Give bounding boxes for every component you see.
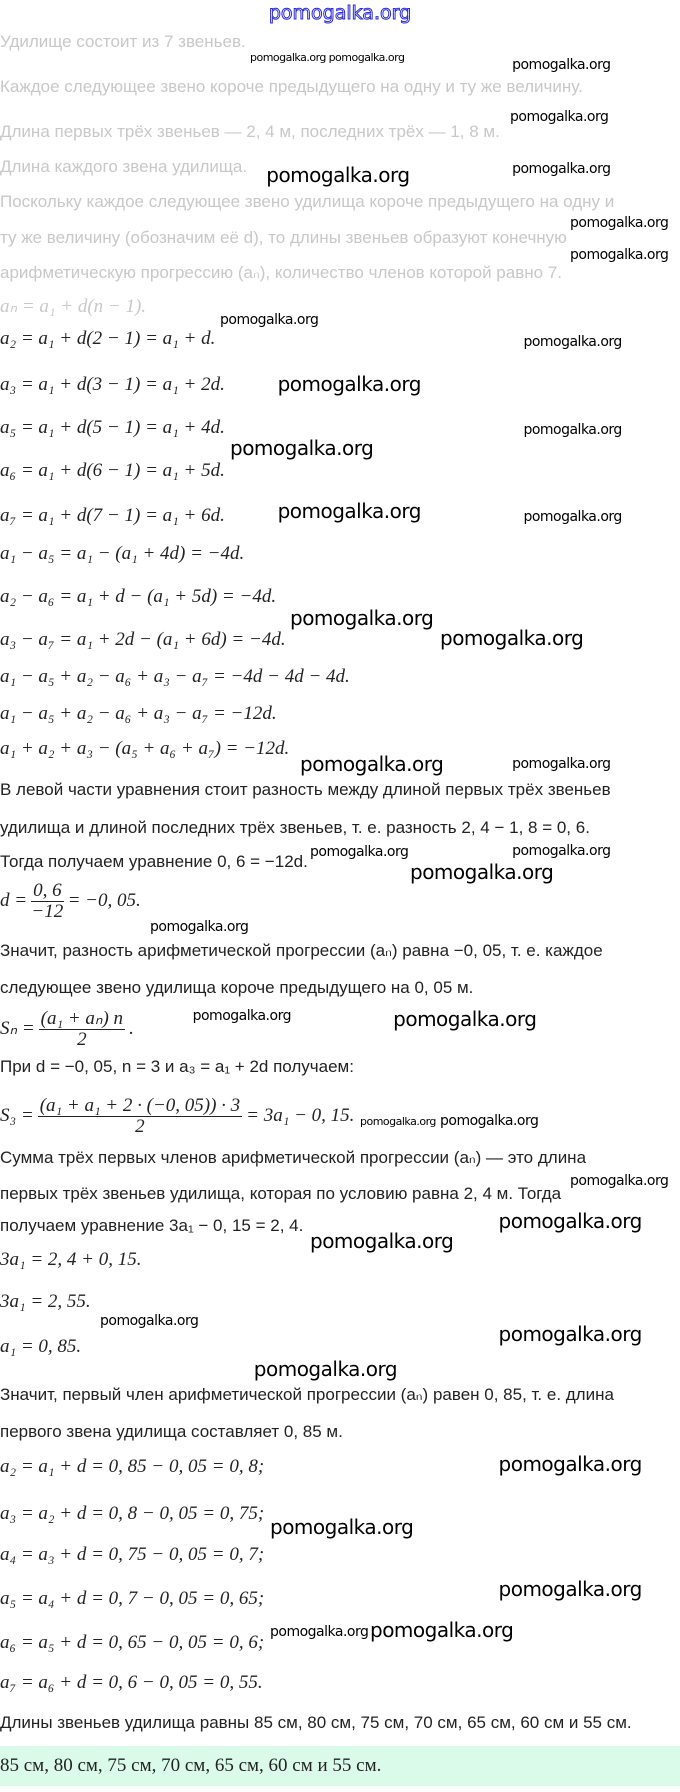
fraction-lhs: Sₙ = — [0, 1017, 35, 1039]
numerator: (a₁ + a₁ + 2 · (−0, 05)) · 3 — [39, 1095, 241, 1117]
text-line: Каждое следующее звено короче предыдущего на одну и ту же величину. — [0, 77, 583, 97]
text-line: ту же величину (обозначим её d), то длины звеньев образуют конечную — [0, 228, 567, 248]
fraction-line-s3 — [0, 1096, 354, 1137]
watermark-text: pomogalka.org — [523, 508, 622, 525]
watermark-text: pomogalka.org — [266, 163, 410, 188]
text-line: удилища и длиной последних трёх звеньев, т. е. разность 2, 4 − 1, 8 = 0, 6. — [0, 818, 590, 838]
fraction-lhs: d = — [0, 889, 28, 911]
watermark-text: pomogalka.org — [277, 372, 421, 397]
fraction-line-d — [0, 881, 141, 922]
watermark-text: pomogalka.org — [253, 1357, 398, 1382]
watermark-text: pomogalka.org — [270, 1514, 414, 1539]
watermark-text: pomogalka.org — [277, 499, 421, 524]
text-line: Сумма трёх первых членов арифметической прогрессии (aₙ) — это длина — [0, 1148, 587, 1168]
watermark-text: pomogalka.org — [230, 435, 374, 460]
watermark-text: pomogalka.org — [393, 1006, 537, 1031]
text-line: a₁ + a₂ + a₃ − (a₅ + a₆ + a₇) = −12d. — [0, 738, 290, 760]
watermark-text: pomogalka.org — [512, 160, 611, 177]
watermark-text: pomogalka.org — [523, 334, 622, 351]
text-line: a₅ = a₁ + d(5 − 1) = a₁ + 4d. — [0, 417, 225, 439]
text-line: следующее звено удилища короче предыдущего на 0, 05 м. — [0, 978, 474, 998]
watermark-text: pomogalka.org — [498, 1452, 642, 1477]
text-line: a₁ − a₅ = a₁ − (a₁ + 4d) = −4d. — [0, 543, 245, 565]
text-line: 3a₁ = 2, 55. — [0, 1290, 91, 1312]
watermark-text: pomogalka.org — [498, 1576, 642, 1601]
watermark-text: pomogalka.org — [370, 1617, 514, 1642]
text-line: a₄ = a₃ + d = 0, 75 − 0, 05 = 0, 7; — [0, 1543, 265, 1565]
text-line: получаем уравнение 3a₁ − 0, 15 = 2, 4. — [0, 1216, 304, 1236]
text-line: a₃ = a₁ + d(3 − 1) = a₁ + 2d. — [0, 374, 225, 396]
text-line: a₆ = a₅ + d = 0, 65 − 0, 05 = 0, 6; — [0, 1631, 265, 1653]
text-line: a₂ = a₁ + d(2 − 1) = a₁ + d. — [0, 327, 216, 349]
text-line: a₅ = a₄ + d = 0, 7 − 0, 05 = 0, 65; — [0, 1587, 265, 1609]
watermark-text: pomogalka.org — [512, 755, 611, 772]
watermark-text: pomogalka.org — [328, 51, 405, 65]
text-line: 3a₁ = 2, 4 + 0, 15. — [0, 1249, 142, 1271]
fraction-rhs: = 3a₁ − 0, 15. — [246, 1105, 355, 1127]
fraction — [39, 1009, 125, 1050]
denominator: 2 — [135, 1116, 145, 1138]
watermark-text: pomogalka.org — [498, 1209, 642, 1234]
watermark-text: pomogalka.org — [440, 1112, 539, 1129]
watermark-text: pomogalka.org — [570, 247, 669, 264]
watermark-text: pomogalka.org — [220, 311, 319, 328]
text-line: a₁ − a₅ + a₂ − a₆ + a₃ − a₇ = −4d − 4d − 4d. — [0, 665, 350, 687]
text-line: a₆ = a₁ + d(6 − 1) = a₁ + 5d. — [0, 460, 225, 482]
numerator: 0, 6 — [33, 880, 62, 901]
text-line: a₂ = a₁ + d = 0, 85 − 0, 05 = 0, 8; — [0, 1456, 265, 1478]
text-line: Длина каждого звена удилища. — [0, 156, 248, 176]
text-line: a₃ − a₇ = a₁ + 2d − (a₁ + 6d) = −4d. — [0, 629, 286, 651]
watermark-text: pomogalka.org — [510, 108, 609, 125]
text-line: Значит, первый член арифметической прогрессии (aₙ) равен 0, 85, т. е. длина — [0, 1384, 614, 1404]
text-line: Удилище состоит из 7 звеньев. — [0, 32, 246, 52]
text-line: a₂ − a₆ = a₁ + d − (a₁ + 5d) = −4d. — [0, 586, 277, 608]
text-line: первого звена удилища составляет 0, 85 м. — [0, 1422, 343, 1442]
watermark-text: pomogalka.org — [440, 626, 584, 651]
watermark-text: pomogalka.org — [570, 214, 669, 231]
text-line: aₙ = a₁ + d(n − 1). — [0, 296, 147, 318]
fraction-line-sn — [0, 1009, 134, 1050]
watermark-text: pomogalka.org — [570, 1173, 669, 1190]
text-line: a₇ = a₁ + d(7 − 1) = a₁ + 6d. — [0, 504, 225, 526]
numerator: (a₁ + aₙ) n — [40, 1008, 124, 1030]
watermark-text: pomogalka.org — [250, 51, 326, 65]
watermark-text: pomogalka.org — [512, 843, 611, 860]
text-line: При d = −0, 05, n = 3 и a₃ = a₁ + 2d получаем: — [0, 1057, 354, 1077]
text-line: Длина первых трёх звеньев — 2, 4 м, последних трёх — 1, 8 м. — [0, 121, 500, 141]
fraction — [31, 881, 64, 922]
watermark-text: pomogalka.org — [512, 56, 611, 73]
watermark-text: pomogalka.org — [310, 1229, 454, 1254]
denominator: 2 — [77, 1029, 87, 1051]
text-line: В левой части уравнения стоит разность между длиной первых трёх звеньев — [0, 779, 611, 799]
fraction — [38, 1096, 242, 1137]
watermark-text: pomogalka.org — [290, 605, 434, 630]
fraction-lhs: S₃ = — [0, 1105, 34, 1127]
text-line: Тогда получаем уравнение 0, 6 = −12d. — [0, 852, 308, 872]
text-line: первых трёх звеньев удилища, которая по условию равна 2, 4 м. Тогда — [0, 1184, 562, 1204]
watermark-text: pomogalka.org — [410, 860, 554, 885]
text-line: a₇ = a₆ + d = 0, 6 − 0, 05 = 0, 55. — [0, 1671, 263, 1693]
watermark-text: pomogalka.org — [360, 1115, 436, 1129]
text-line: Значит, разность арифметической прогрессии (aₙ) равна −0, 05, т. е. каждое — [0, 940, 603, 960]
text-line: арифметическую прогрессию (aₙ), количество членов которой равно 7. — [0, 263, 562, 283]
watermark-text: pomogalka.org — [523, 421, 622, 438]
text-line: Длины звеньев удилища равны 85 см, 80 см, 75 см, 70 см, 65 см, 60 см и 55 см. — [0, 1713, 632, 1733]
text-line: a₁ = 0, 85. — [0, 1336, 82, 1358]
watermark-text: pomogalka.org — [310, 844, 409, 861]
fraction-rhs: . — [129, 1017, 134, 1039]
text-line: a₁ − a₅ + a₂ − a₆ + a₃ − a₇ = −12d. — [0, 702, 277, 724]
fraction-rhs: = −0, 05. — [67, 889, 141, 911]
text-line: a₃ = a₂ + d = 0, 8 − 0, 05 = 0, 75; — [0, 1502, 265, 1524]
watermark-text: pomogalka.org — [498, 1321, 642, 1346]
watermark-text: pomogalka.org — [150, 919, 249, 936]
watermark-text: pomogalka.org — [192, 1008, 291, 1025]
site-logo[interactable]: pomogalka.org — [268, 2, 412, 24]
watermark-text: pomogalka.org — [300, 752, 444, 777]
text-line: Поскольку каждое следующее звено удилища короче предыдущего на одну и — [0, 191, 615, 211]
answer-box: 85 см, 80 см, 75 см, 70 см, 65 см, 60 см и 55 см. — [0, 1746, 680, 1786]
watermark-text: pomogalka.org — [100, 1313, 199, 1330]
denominator: −12 — [31, 901, 64, 922]
watermark-text: pomogalka.org — [270, 1623, 369, 1640]
